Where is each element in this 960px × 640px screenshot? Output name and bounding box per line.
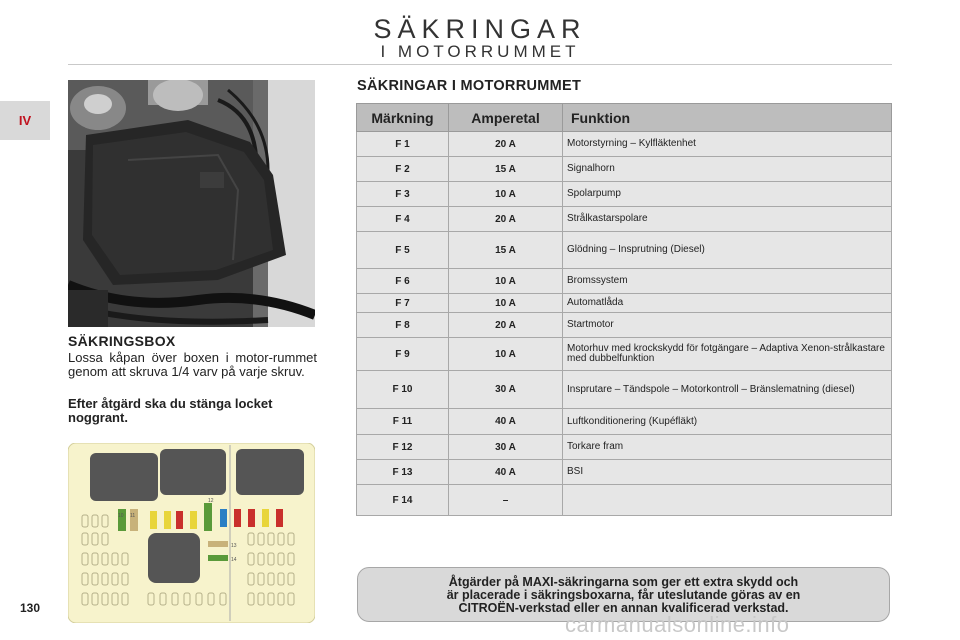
fuse-function: Insprutare – Tändspole – Motorkontroll – Bränslematning (diesel) — [563, 371, 892, 409]
table-row — [357, 313, 892, 338]
header-marking: Märkning — [357, 104, 449, 132]
fuse-amp: 40 A — [449, 409, 563, 435]
fusebox-photo — [68, 80, 315, 327]
fusebox-instructions: Lossa kåpan över boxen i motor-rummet genom att skruva 1/4 varv på varje skruv. — [68, 350, 317, 379]
fuse-mark: F 2 — [357, 157, 449, 182]
diagram-label-10: 10 — [118, 513, 124, 519]
fuse-amp: 20 A — [449, 207, 563, 232]
diagram-label-11: 11 — [130, 513, 136, 519]
table-row — [357, 435, 892, 460]
fuse-mark: F 4 — [357, 207, 449, 232]
fusebox-diagram — [68, 443, 315, 623]
fuse-mark: F 13 — [357, 460, 449, 485]
table-row — [357, 485, 892, 516]
fuse-table-header — [357, 104, 892, 132]
page-subtitle: I MOTORRUMMET — [380, 42, 580, 61]
table-row — [357, 132, 892, 157]
table-row — [357, 409, 892, 435]
table-row — [357, 232, 892, 269]
fuse-mark: F 7 — [357, 294, 449, 313]
fuse-mark: F 5 — [357, 232, 449, 269]
fuse-amp: 20 A — [449, 132, 563, 157]
table-row — [357, 157, 892, 182]
fuse-function: BSI — [563, 460, 892, 485]
fuse-function: Automatlåda — [563, 294, 892, 313]
fuse-amp: 30 A — [449, 371, 563, 409]
fuse-function: Signalhorn — [563, 157, 892, 182]
fuse-mark: F 9 — [357, 338, 449, 371]
fuse-mark: F 1 — [357, 132, 449, 157]
diagram-label-13: 13 — [231, 543, 237, 549]
fuse-mark: F 3 — [357, 182, 449, 207]
fusebox-heading: SÄKRINGSBOX — [68, 333, 176, 349]
fuse-amp: – — [449, 485, 563, 516]
fuse-function: Spolarpump — [563, 182, 892, 207]
fuse-mark: F 11 — [357, 409, 449, 435]
table-row — [357, 269, 892, 294]
table-row — [357, 371, 892, 409]
fuse-function: Bromssystem — [563, 269, 892, 294]
fuse-function: Glödning – Insprutning (Diesel) — [563, 232, 892, 269]
notice-line: är placerade i säkringsboxarna, får uteslutande göras av en — [446, 588, 801, 602]
fuse-table — [356, 103, 892, 516]
fuse-mark: F 12 — [357, 435, 449, 460]
fuse-mark: F 10 — [357, 371, 449, 409]
fuse-function: Motorstyrning – Kylfläktenhet — [563, 132, 892, 157]
fuse-function: Strålkastarspolare — [563, 207, 892, 232]
fuse-amp: 10 A — [449, 338, 563, 371]
fuse-function — [563, 485, 892, 516]
fusebox-warning: Efter åtgärd ska du stänga locket noggrant. — [68, 396, 273, 425]
page-number: 130 — [20, 601, 41, 615]
watermark: carmanualsonline.info — [565, 612, 790, 637]
title-divider — [68, 64, 892, 65]
diagram-label-14: 14 — [231, 557, 237, 563]
fuse-amp: 15 A — [449, 157, 563, 182]
notice-line: Åtgärder på MAXI-säkringarna som ger ett extra skydd och — [448, 575, 799, 589]
fuse-amp: 15 A — [449, 232, 563, 269]
fuse-function: Torkare fram — [563, 435, 892, 460]
fuse-mark: F 8 — [357, 313, 449, 338]
fuse-amp: 40 A — [449, 460, 563, 485]
fuse-table-heading: SÄKRINGAR I MOTORRUMMET — [357, 78, 582, 94]
table-row — [357, 207, 892, 232]
page-title: SÄKRINGAR — [373, 14, 587, 44]
notice-line: CITROËN-verkstad eller en annan kvalificerad verkstad. — [458, 601, 789, 615]
fuse-amp: 30 A — [449, 435, 563, 460]
table-row — [357, 460, 892, 485]
fuse-amp: 10 A — [449, 294, 563, 313]
header-amperage: Amperetal — [449, 104, 563, 132]
table-row — [357, 338, 892, 371]
header-function: Funktion — [563, 104, 892, 132]
fuse-amp: 20 A — [449, 313, 563, 338]
table-row — [357, 182, 892, 207]
table-row — [357, 294, 892, 313]
fuse-amp: 10 A — [449, 269, 563, 294]
fuse-function: Luftkonditionering (Kupéfläkt) — [563, 409, 892, 435]
diagram-label-12: 12 — [208, 498, 214, 504]
chapter-tab: IV — [0, 101, 50, 140]
fuse-amp: 10 A — [449, 182, 563, 207]
fuse-function: Startmotor — [563, 313, 892, 338]
fuse-mark: F 6 — [357, 269, 449, 294]
fuse-function: Motorhuv med krockskydd för fotgängare – Adaptiva Xenon-strålkastare med dubbelfunktion — [563, 338, 892, 371]
fuse-mark: F 14 — [357, 485, 449, 516]
